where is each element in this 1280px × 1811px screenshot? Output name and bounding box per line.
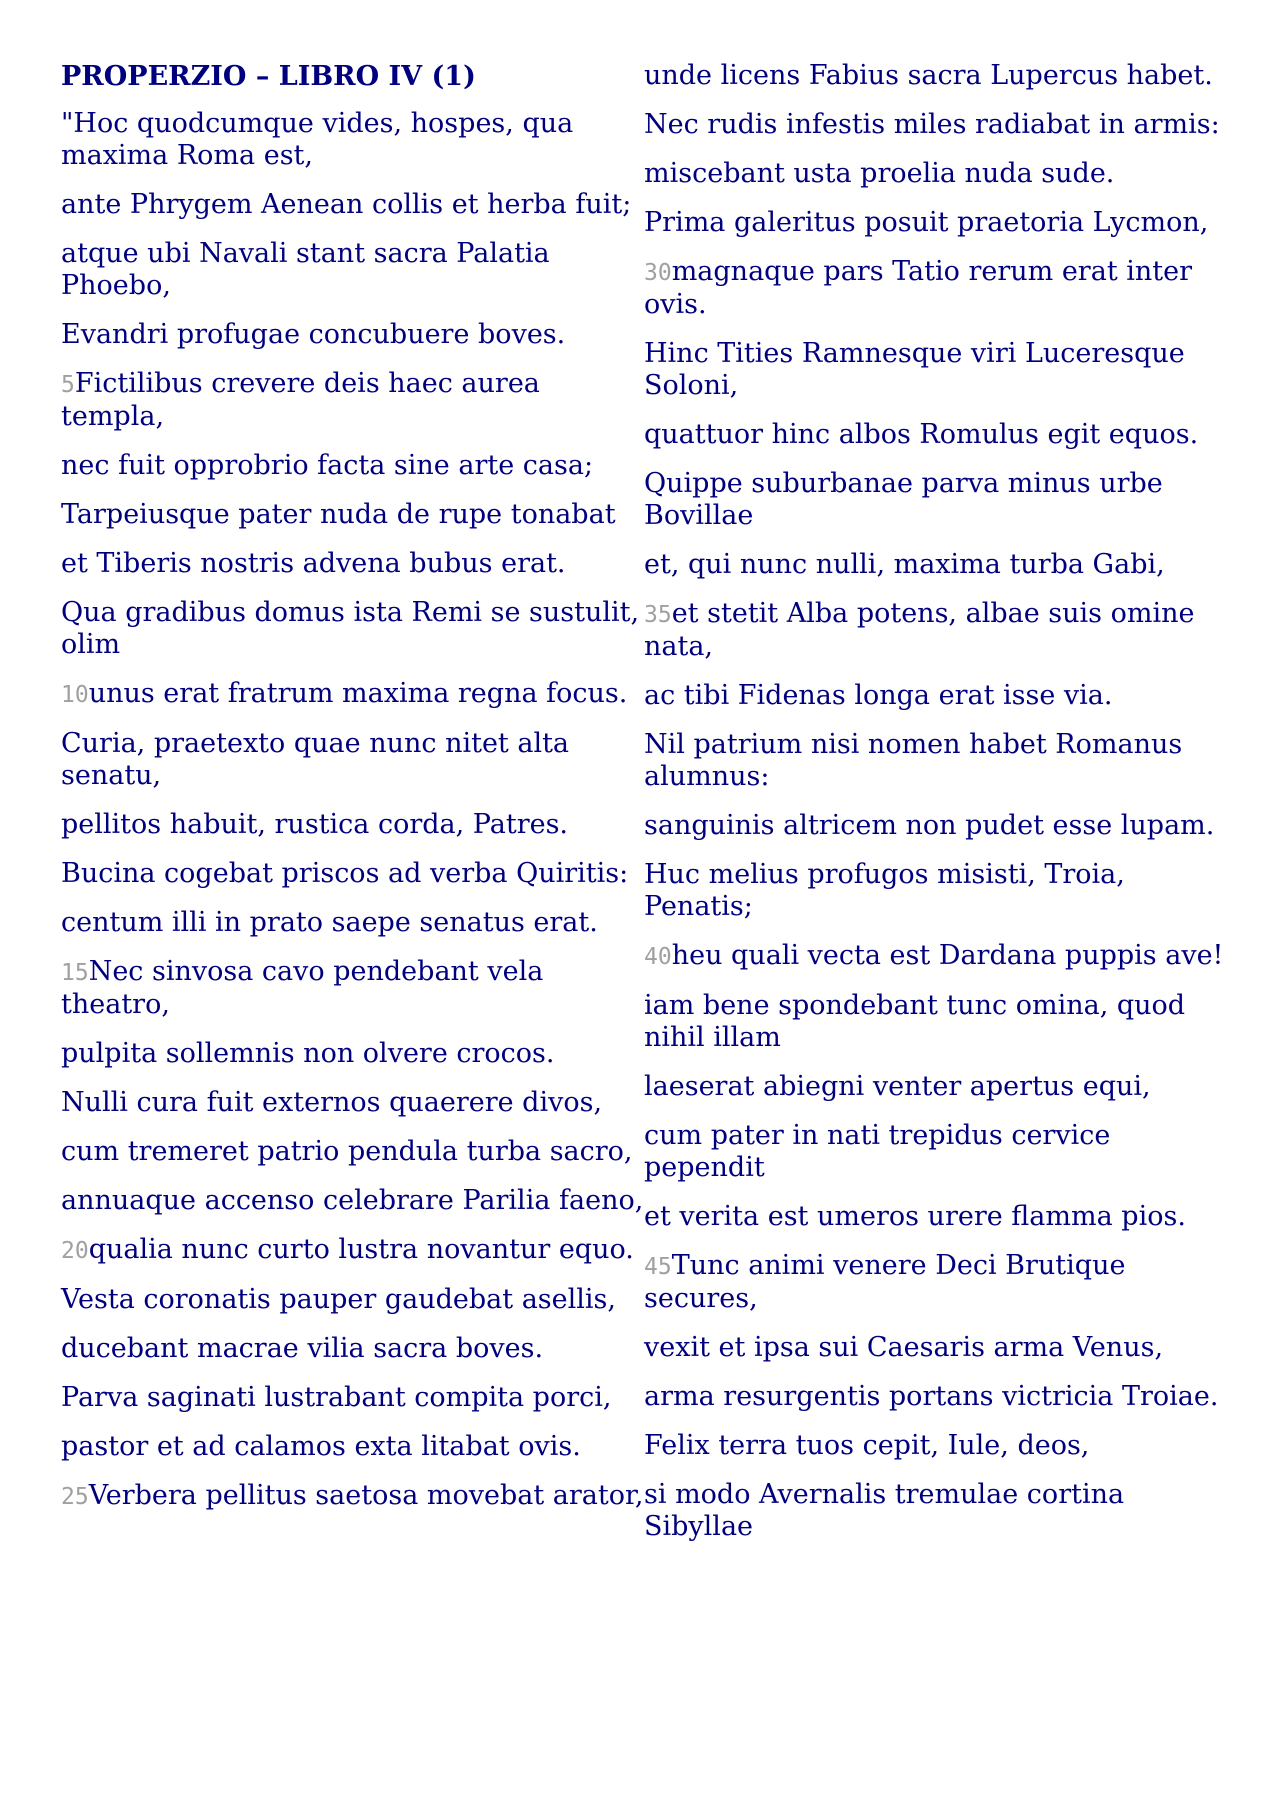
verse-number: 45 <box>644 1254 672 1280</box>
verse-text: Qua gradibus domus ista Remi se sustulit, olim <box>61 597 640 660</box>
verse-text: Curia, praetexto quae nunc nitet alta senatu, <box>61 728 570 791</box>
verse-line <box>644 109 1231 141</box>
verse-text: et stetit Alba potens, albae suis omine nata, <box>644 598 1195 662</box>
verse-line <box>644 338 1231 402</box>
verse-line <box>644 1479 1231 1543</box>
verse-text: pastor et ad calamos exta litabat ovis. <box>61 1431 581 1462</box>
verse-text: Tunc animi venere Deci Brutique secures, <box>644 1250 1126 1314</box>
verse-line <box>644 1201 1231 1233</box>
document-title: PROPERZIO – LIBRO IV (1) <box>61 61 476 92</box>
verse-line <box>61 1234 644 1267</box>
right-column <box>644 60 1231 1560</box>
verse-line <box>644 419 1231 451</box>
verse-text: heu quali vecta est Dardana puppis ave! <box>671 940 1224 971</box>
verse-line <box>61 956 644 1021</box>
right-verse-list <box>644 60 1231 1543</box>
verse-text: arma resurgentis portans victricia Troiae. <box>644 1381 1219 1412</box>
verse-text: miscebant usta proelia nuda sude. <box>644 158 1115 189</box>
verse-line <box>644 729 1231 793</box>
verse-text: magnaque pars Tatio rerum erat inter ovis. <box>644 256 1193 320</box>
verse-text: ante Phrygem Aenean collis et herba fuit; <box>61 189 632 220</box>
verse-line <box>61 1185 644 1217</box>
verse-text: Huc melius profugos misisti, Troia, Penatis; <box>644 859 1125 922</box>
verse-line <box>61 728 644 792</box>
verse-line <box>644 549 1231 581</box>
verse-text: Vesta coronatis pauper gaudebat asellis, <box>61 1284 616 1315</box>
verse-text: iam bene spondebant tunc omina, quod nihil illam <box>644 990 1186 1053</box>
verse-line <box>61 597 644 661</box>
verse-text: cum pater in nati trepidus cervice pependit <box>644 1120 1111 1183</box>
verse-text: Verbera pellitus saetosa movebat arator, <box>88 1480 644 1511</box>
verse-number: 35 <box>644 602 672 628</box>
verse-line <box>61 678 644 711</box>
verse-line <box>61 319 644 351</box>
verse-line <box>644 158 1231 190</box>
verse-text: atque ubi Navali stant sacra Palatia Phoebo, <box>61 238 550 301</box>
verse-line <box>61 1431 644 1463</box>
verse-line <box>644 1250 1231 1315</box>
left-column <box>61 60 644 1530</box>
verse-text: centum illi in prato saepe senatus erat. <box>61 907 598 938</box>
verse-line <box>61 108 644 172</box>
verse-text: Parva saginati lustrabant compita porci, <box>61 1382 612 1413</box>
verse-line <box>644 810 1231 842</box>
verse-line <box>644 1332 1231 1364</box>
verse-line <box>644 1430 1231 1462</box>
verse-number: 30 <box>644 260 672 286</box>
verse-line <box>61 499 644 531</box>
verse-line <box>61 1087 644 1119</box>
verse-number: 5 <box>61 372 75 398</box>
verse-line <box>644 256 1231 321</box>
verse-line <box>644 1381 1231 1413</box>
verse-line <box>61 1136 644 1168</box>
verse-line <box>61 858 644 890</box>
verse-text: Hinc Tities Ramnesque viri Luceresque Soloni, <box>644 338 1185 401</box>
verse-text: ducebant macrae vilia sacra boves. <box>61 1333 544 1364</box>
verse-text: cum tremeret patrio pendula turba sacro, <box>61 1136 633 1167</box>
verse-text: et verita est umeros urere flamma pios. <box>644 1201 1186 1232</box>
verse-line <box>61 809 644 841</box>
verse-line <box>61 1382 644 1414</box>
verse-text: sanguinis altricem non pudet esse lupam. <box>644 810 1215 841</box>
verse-number: 10 <box>61 682 89 708</box>
verse-text: et Tiberis nostris advena bubus erat. <box>61 548 566 579</box>
verse-text: pulpita sollemnis non olvere crocos. <box>61 1038 555 1069</box>
verse-text: unde licens Fabius sacra Lupercus habet. <box>644 60 1213 91</box>
verse-line <box>61 189 644 221</box>
verse-number: 15 <box>61 960 89 986</box>
verse-line <box>61 548 644 580</box>
verse-line <box>644 60 1231 92</box>
verse-number: 25 <box>61 1484 89 1510</box>
verse-number: 20 <box>61 1238 89 1264</box>
verse-text: qualia nunc curto lustra novantur equo. <box>88 1234 634 1265</box>
left-verse-list <box>61 108 644 1513</box>
verse-text: et, qui nunc nulli, maxima turba Gabi, <box>644 549 1165 580</box>
verse-text: Evandri profugae concubuere boves. <box>61 319 566 350</box>
verse-text: Fictilibus crevere deis haec aurea templa, <box>61 368 540 432</box>
verse-text: si modo Avernalis tremulae cortina Sibyllae <box>644 1479 1125 1542</box>
verse-line <box>61 1480 644 1513</box>
verse-text: nec fuit opprobrio facta sine arte casa; <box>61 450 594 481</box>
verse-text: Nil patrium nisi nomen habet Romanus alumnus: <box>644 729 1183 792</box>
verse-text: ac tibi Fidenas longa erat isse via. <box>644 680 1113 711</box>
verse-line <box>644 680 1231 712</box>
verse-line <box>644 598 1231 663</box>
verse-text: Tarpeiusque pater nuda de rupe tonabat <box>61 499 616 530</box>
verse-line <box>61 1038 644 1070</box>
verse-line <box>61 450 644 482</box>
verse-text: vexit et ipsa sui Caesaris arma Venus, <box>644 1332 1164 1363</box>
verse-line <box>61 1333 644 1365</box>
verse-text: Nec sinvosa cavo pendebant vela theatro, <box>61 956 544 1020</box>
verse-text: Nulli cura fuit externos quaerere divos, <box>61 1087 603 1118</box>
verse-line <box>644 207 1231 239</box>
verse-line <box>61 368 644 433</box>
verse-text: Nec rudis infestis miles radiabat in armis: <box>644 109 1220 140</box>
document-page <box>61 60 1231 1560</box>
verse-line <box>61 907 644 939</box>
verse-line <box>644 1071 1231 1103</box>
verse-line <box>644 940 1231 973</box>
verse-text: Quippe suburbanae parva minus urbe Bovillae <box>644 468 1163 531</box>
verse-text: annuaque accenso celebrare Parilia faeno, <box>61 1185 644 1216</box>
verse-line <box>644 468 1231 532</box>
verse-text: laeserat abiegni venter apertus equi, <box>644 1071 1151 1102</box>
verse-text: Prima galeritus posuit praetoria Lycmon, <box>644 207 1209 238</box>
verse-text: quattuor hinc albos Romulus egit equos. <box>644 419 1199 450</box>
verse-text: "Hoc quodcumque vides, hospes, qua maxima Roma est, <box>61 108 574 171</box>
verse-text: Bucina cogebat priscos ad verba Quiritis: <box>61 858 629 889</box>
verse-line <box>644 859 1231 923</box>
verse-line <box>61 1284 644 1316</box>
verse-line <box>644 1120 1231 1184</box>
verse-line <box>61 238 644 302</box>
verse-line <box>644 990 1231 1054</box>
verse-text: unus erat fratrum maxima regna focus. <box>88 678 628 709</box>
verse-number: 40 <box>644 944 672 970</box>
verse-text: pellitos habuit, rustica corda, Patres. <box>61 809 569 840</box>
verse-text: Felix terra tuos cepit, Iule, deos, <box>644 1430 1090 1461</box>
